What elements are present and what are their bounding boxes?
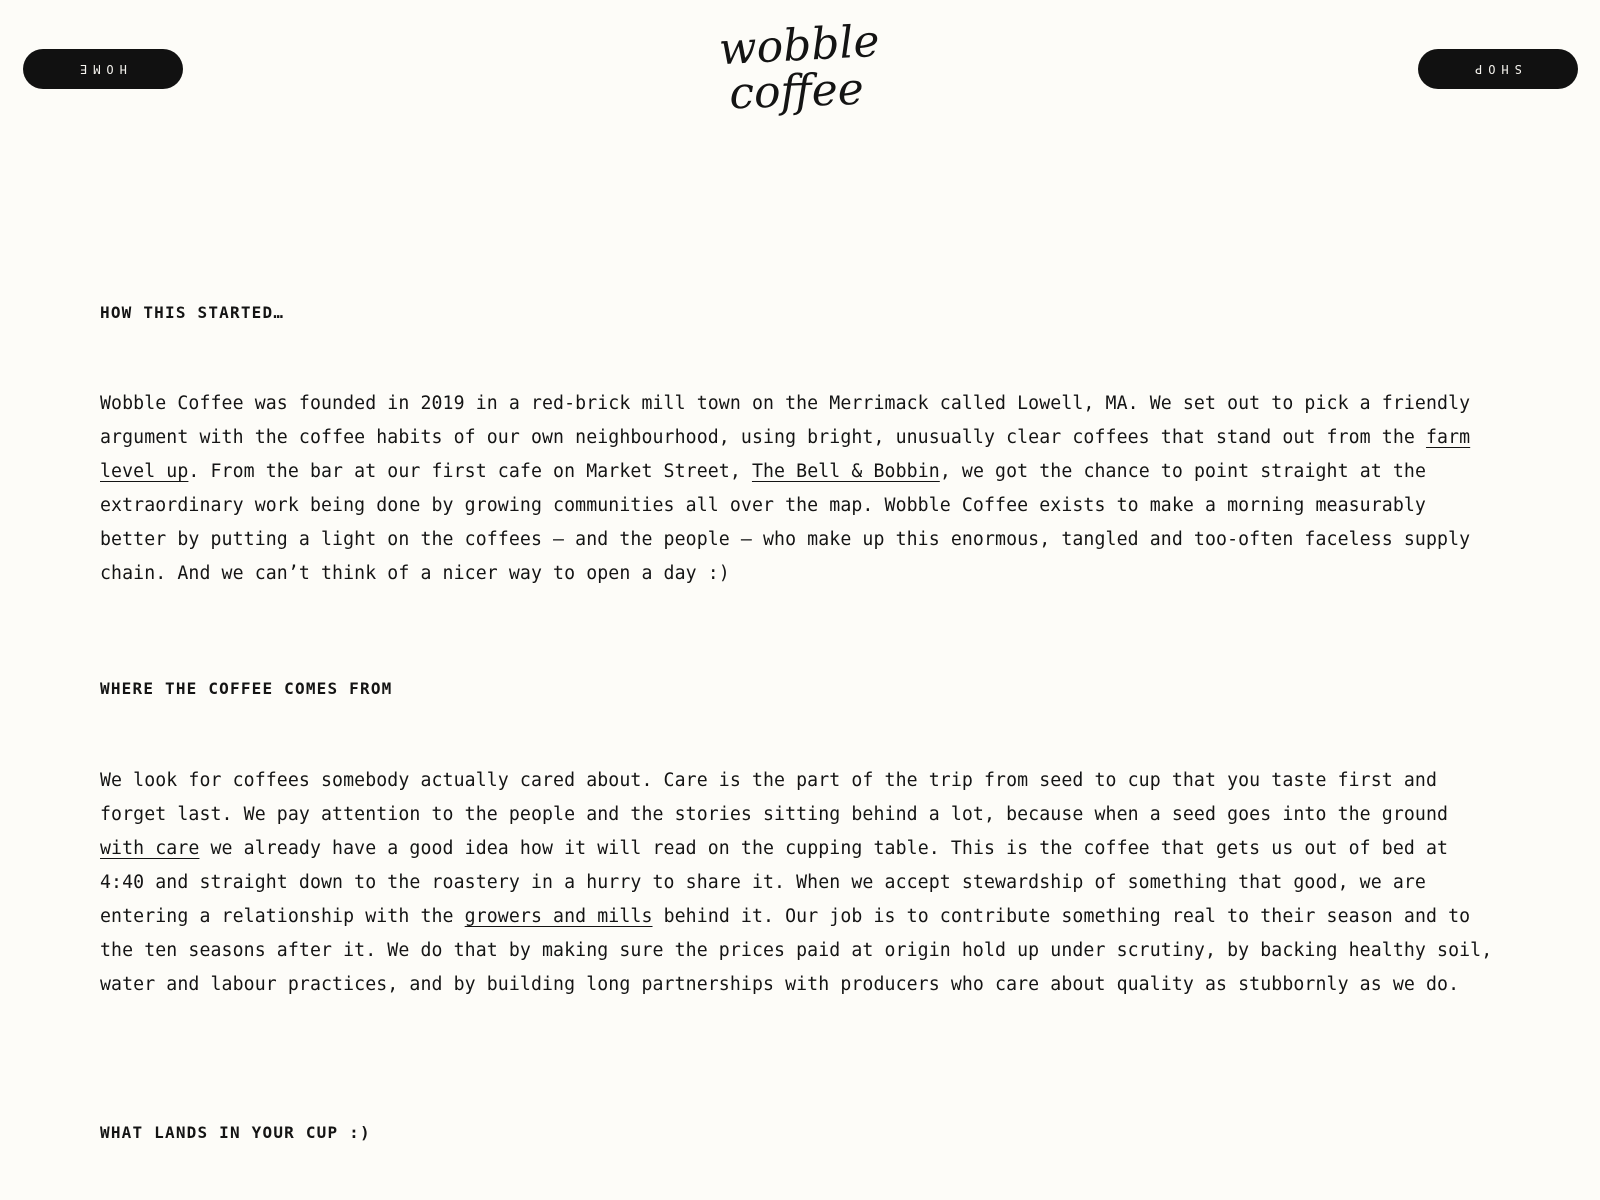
paragraph-text: , we got the chance to point straight at the extraordinary work being done by growing communities all over the map. Wobble Coffee exists to make a morning measurably better by putting a light on the coffees — and the people — who make up this enormous, tangled and too-often faceless supply chain. And we can’t think of a nicer way to open a day :) bbox=[100, 461, 1471, 584]
logo-line-1: wobble bbox=[717, 15, 881, 76]
paragraph-text: we already have a good idea how it will read on the cupping table. This is the coffee that gets us out of bed at 4:40 and straight down to the roastery in a hurry to share it. When we accept stewardship of something that good, we are entering a relationship with the bbox=[100, 838, 1449, 927]
home-button[interactable] bbox=[23, 49, 183, 89]
wobble-coffee-logo[interactable] bbox=[700, 10, 900, 130]
paragraph-text: Wobble Coffee was founded in 2019 in a red-brick mill town on the Merrimack called Lowell, MA. We set out to pick a friendly argument with the coffee habits of our own neighbourhood, using bright, unusually clear coffees that stand out from the bbox=[100, 393, 1471, 448]
growers-and-mills-link[interactable]: growers and mills bbox=[464, 906, 653, 927]
paragraph-text: behind it. Our job is to contribute something real to their season and to the ten seasons after it. We do that by making sure the prices paid at origin hold up under scrutiny, by backing healthy soil, water and labour practices, and by building long partnerships with producers who care about quality as stubbornly as we do. bbox=[100, 906, 1493, 995]
paragraph-text: . From the bar at our first cafe on Market Street, bbox=[188, 461, 752, 482]
home-button-label: HOME bbox=[73, 62, 127, 76]
farm-level-up-link[interactable]: farm level up bbox=[100, 427, 1471, 482]
section-heading-where-coffee-comes-from: WHERE THE COFFEE COMES FROM bbox=[100, 679, 393, 698]
section-paragraph-sourcing bbox=[100, 764, 1500, 1002]
section-heading-how-this-started: HOW THIS STARTED… bbox=[100, 303, 285, 322]
bell-and-bobbin-link[interactable]: The Bell & Bobbin bbox=[751, 461, 940, 482]
section-paragraph-story bbox=[100, 387, 1500, 591]
with-care-link[interactable]: with care bbox=[100, 838, 200, 859]
logo-mark bbox=[700, 10, 900, 130]
shop-button[interactable] bbox=[1418, 49, 1578, 89]
section-heading-what-lands-in-your-cup: WHAT LANDS IN YOUR CUP :) bbox=[100, 1123, 371, 1142]
paragraph-text: We look for coffees somebody actually cared about. Care is the part of the trip from seed to cup that you taste first and forget last. We pay attention to the people and the stories sitting behind a lot, because when a seed goes into the ground bbox=[100, 770, 1449, 825]
logo-line-2: coffee bbox=[728, 63, 865, 120]
shop-button-label: SHOP bbox=[1468, 62, 1522, 76]
